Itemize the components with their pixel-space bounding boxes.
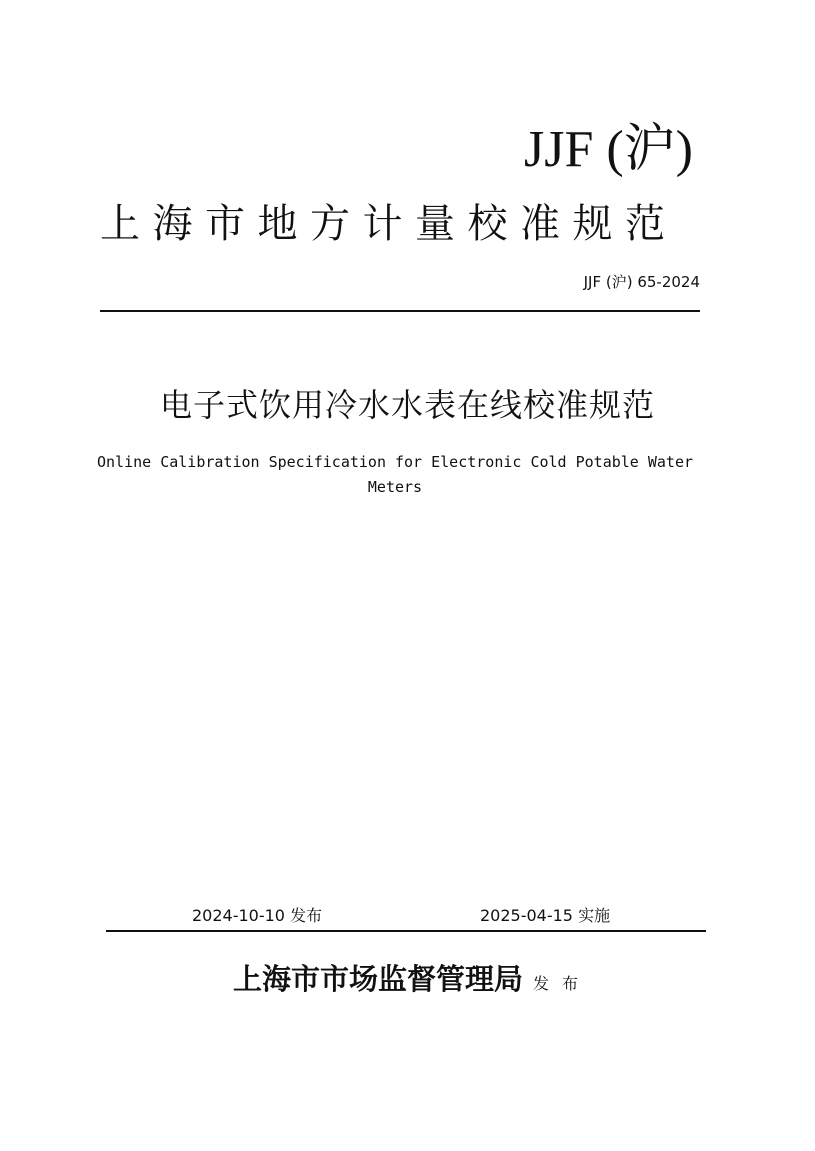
document-title-english: Online Calibration Specification for Electronic Cold Potable Water Meters (96, 453, 694, 496)
top-divider-line (100, 310, 700, 312)
specification-number: JJF (沪) 65-2024 (583, 273, 700, 291)
implementation-date: 2025-04-15 实施 (480, 906, 611, 925)
issue-date: 2024-10-10 发布 (192, 906, 323, 925)
publisher-name: 上海市市场监督管理局 (232, 962, 523, 996)
publish-label: 发 布 (532, 974, 583, 993)
publisher-line (0, 958, 815, 1005)
specification-category-heading: 上海市地方计量校准规范 (100, 201, 678, 247)
standard-code-heading: JJF (沪) (523, 121, 693, 178)
bottom-divider-line (106, 930, 706, 932)
document-title-chinese: 电子式饮用冷水水表在线校准规范 (159, 386, 655, 424)
